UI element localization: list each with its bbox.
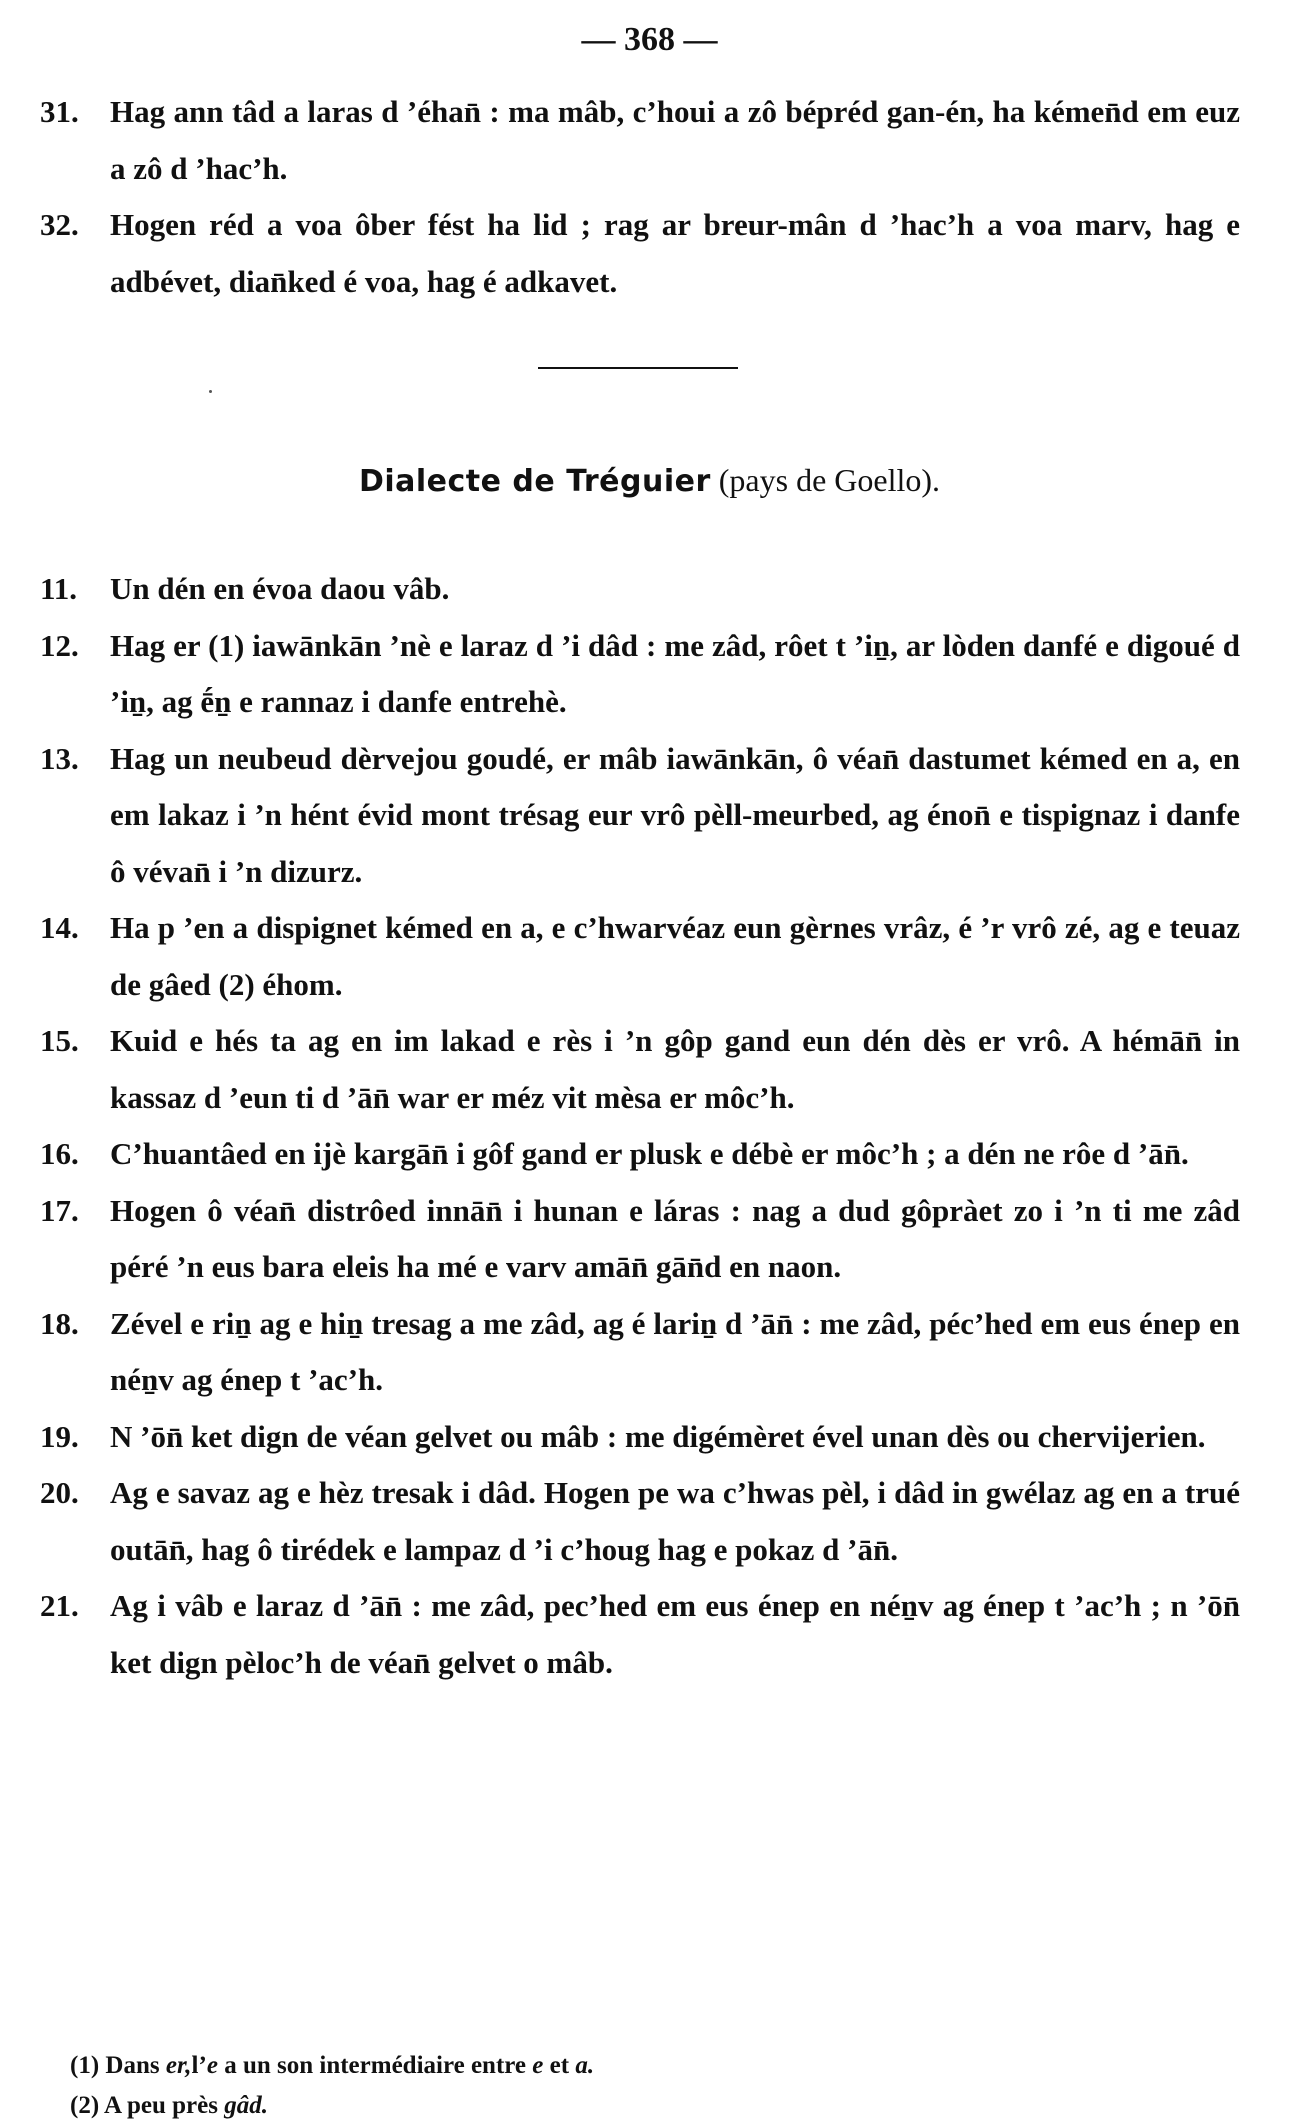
verse-number: 18. xyxy=(40,1305,79,1341)
verse xyxy=(40,561,1240,618)
verse xyxy=(40,1296,1240,1409)
verse-text: Hag un neubeud dèrvejou goudé, er mâb iawānkān, ô véan̄ dastumet kémed en a, en em lakaz i ’n hént évid mont trésag eur vrô pèll-meurbed, ag énon̄ e tispignaz i danfe ô vévan̄ i ’n dizurz. xyxy=(110,740,1240,889)
verse-number: 17. xyxy=(40,1192,79,1228)
verse-number: 32. xyxy=(40,207,79,242)
verse-number: 16. xyxy=(40,1136,79,1171)
verse-text: Un dén en évoa daou vâb. xyxy=(110,571,450,606)
verse-number: 14. xyxy=(40,910,79,945)
verse-number: 13. xyxy=(40,740,79,776)
footnote-mark: (1) xyxy=(70,2052,100,2079)
section-heading xyxy=(0,456,1299,506)
previous-dialect-verses xyxy=(40,84,1240,310)
verse xyxy=(40,1183,1240,1296)
verse-text: Hogen réd a voa ôber fést ha lid ; rag ar breur-mân d ’hac’h a voa marv, hag e adbévet, dian̄ked é voa, hag é adkavet. xyxy=(110,207,1240,299)
verse xyxy=(40,1465,1240,1578)
heading-subtitle: (pays de Goello). xyxy=(718,462,941,498)
verse-text: C’huantâed en ijè kargān̄ i gôf gand er plusk e débè er môc’h ; a dén ne rôe d ’ān̄. xyxy=(110,1136,1189,1171)
verse-number: 21. xyxy=(40,1588,79,1623)
verse xyxy=(40,900,1240,1013)
verse-text: Kuid e hés ta ag en im lakad e rès i ’n gôp gand eun dén dès er vrô. A hémān̄ in kassaz d ’eun ti d ’ān̄ war er méz vit mèsa er môc’h. xyxy=(110,1023,1240,1115)
footnote xyxy=(70,2086,594,2126)
verse-text: Hogen ô véan̄ distrôed innān̄ i hunan e láras : nag a dud gôpràet zo i ’n ti me zâd péré ’n eus bara eleis ha mé e varv amān̄ gān̄d en naon. xyxy=(110,1192,1240,1284)
verse xyxy=(40,1126,1240,1183)
footnotes xyxy=(70,2046,594,2126)
footnote-mark: (2) xyxy=(70,2092,100,2119)
verse xyxy=(40,1013,1240,1126)
verse-number: 12. xyxy=(40,627,79,663)
verse xyxy=(40,84,1240,197)
footnote-italic: gâd. xyxy=(224,2092,268,2119)
verse-number: 19. xyxy=(40,1418,79,1454)
verse xyxy=(40,731,1240,901)
footnote-text: l’ xyxy=(191,2052,207,2079)
footnote-italic: e xyxy=(206,2052,218,2079)
verse-number: 15. xyxy=(40,1023,79,1058)
verse-text: Hag er (1) iawānkān ’nè e laraz d ’i dâd : me zâd, rôet t ’iṉ, ar lòden danfé e digoué d ’iṉ, ag ḗṉ e rannaz i danfe entrehè. xyxy=(110,627,1240,719)
section-divider xyxy=(538,367,738,369)
footnote xyxy=(70,2046,594,2086)
page-number: — 368 — xyxy=(581,21,718,58)
footnote-text: a un son intermédiaire entre xyxy=(224,2052,527,2079)
verse-number: 11. xyxy=(40,571,78,606)
footnote-text: et xyxy=(549,2052,570,2079)
verse xyxy=(40,197,1240,310)
verse-text: N ’ōn̄ ket dign de véan gelvet ou mâb : me digémèret ével unan dès ou chervijerien. xyxy=(110,1418,1206,1454)
verse xyxy=(40,1578,1240,1691)
verse xyxy=(40,618,1240,731)
footnote-text: A peu près xyxy=(104,2092,218,2119)
footnote-italic: er, xyxy=(165,2052,192,2079)
print-speck xyxy=(209,390,212,393)
verse-text: Ha p ’en a dispignet kémed en a, e c’hwarvéaz eun gèrnes vrâz, é ’r vrô zé, ag e teuaz de gâed (2) éhom. xyxy=(110,910,1240,1002)
verse-number: 31. xyxy=(40,94,79,129)
verse-text: Ag i vâb e laraz d ’ān̄ : me zâd, pec’hed em eus énep en néṉv ag énep t ’ac’h ; n ’ōn̄ ket dign pèloc’h de véan̄ gelvet o mâb. xyxy=(110,1588,1240,1680)
footnote-text: Dans xyxy=(105,2052,160,2079)
treguier-verses xyxy=(40,561,1240,1691)
verse-text: Zével e riṉ ag e hiṉ tresag a me zâd, ag é lariṉ d ’ān̄ : me zâd, péc’hed em eus énep en néṉv ag énep t ’ac’h. xyxy=(110,1305,1240,1397)
heading-title: Dialecte de Tréguier xyxy=(358,464,711,499)
verse-text: Hag ann tâd a laras d ’éhan̄ : ma mâb, c’houi a zô bépréd gan-én, ha kémen̄d em euz a zô d ’hac’h. xyxy=(110,94,1240,186)
verse-number: 20. xyxy=(40,1475,79,1510)
verse xyxy=(40,1409,1240,1466)
verse-text: Ag e savaz ag e hèz tresak i dâd. Hogen pe wa c’hwas pèl, i dâd in gwélaz ag en a trué outān̄, hag ô tirédek e lampaz d ’i c’houg hag e pokaz d ’ān̄. xyxy=(110,1475,1240,1567)
footnote-italic: e xyxy=(532,2052,544,2079)
footnote-italic: a. xyxy=(575,2052,595,2079)
